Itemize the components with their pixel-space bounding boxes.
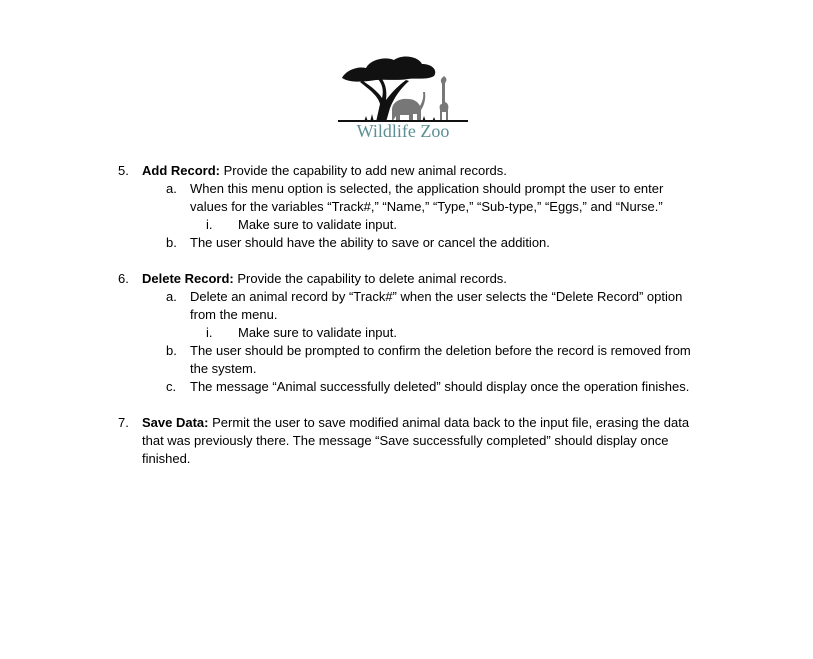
wildlife-zoo-logo-icon — [336, 52, 470, 122]
subitem-marker: b. — [166, 343, 177, 358]
item-title: Delete Record: — [142, 271, 234, 286]
item-number: 7. — [118, 415, 129, 430]
item-title: Add Record: — [142, 163, 220, 178]
subitem-marker: c. — [166, 379, 177, 394]
item-title: Save Data: — [142, 415, 209, 430]
item-number: 5. — [118, 163, 129, 178]
subsub-text: Make sure to validate input. — [238, 325, 397, 340]
item-7-line-1 — [142, 414, 689, 432]
item-text: Provide the capability to delete animal records. — [237, 271, 507, 286]
subitem-marker: b. — [166, 235, 177, 250]
subitem-text: When this menu option is selected, the application should prompt the user to enter — [190, 181, 664, 196]
subitem-text: Delete an animal record by “Track#” when the user selects the “Delete Record” option — [190, 289, 683, 304]
item-text: Permit the user to save modified animal data back to the input file, erasing the data — [212, 415, 690, 430]
wildlife-zoo-logo — [336, 52, 470, 144]
item-text: that was previously there. The message “Save successfully completed” should display once — [142, 433, 669, 448]
subitem-text: values for the variables “Track#,” “Name,” “Type,” “Sub-type,” “Eggs,” and “Nurse.” — [190, 199, 663, 214]
subsub-marker: i. — [206, 325, 213, 340]
subitem-text: The user should be prompted to confirm the deletion before the record is removed from — [190, 343, 691, 358]
item-number: 6. — [118, 271, 129, 286]
logo-text: Wildlife Zoo — [356, 121, 450, 141]
item-text: Provide the capability to add new animal records. — [223, 163, 507, 178]
item-6-line-1 — [142, 270, 507, 288]
item-5-line-1 — [142, 162, 507, 180]
subsub-marker: i. — [206, 217, 213, 232]
subitem-text: The user should have the ability to save or cancel the addition. — [190, 235, 550, 250]
subitem-marker: a. — [166, 181, 177, 196]
subitem-text: The message “Animal successfully deleted” should display once the operation finishes. — [190, 379, 690, 394]
subitem-marker: a. — [166, 289, 177, 304]
subitem-text: the system. — [190, 361, 257, 376]
subitem-text: from the menu. — [190, 307, 278, 322]
subsub-text: Make sure to validate input. — [238, 217, 397, 232]
item-text: finished. — [142, 451, 191, 466]
